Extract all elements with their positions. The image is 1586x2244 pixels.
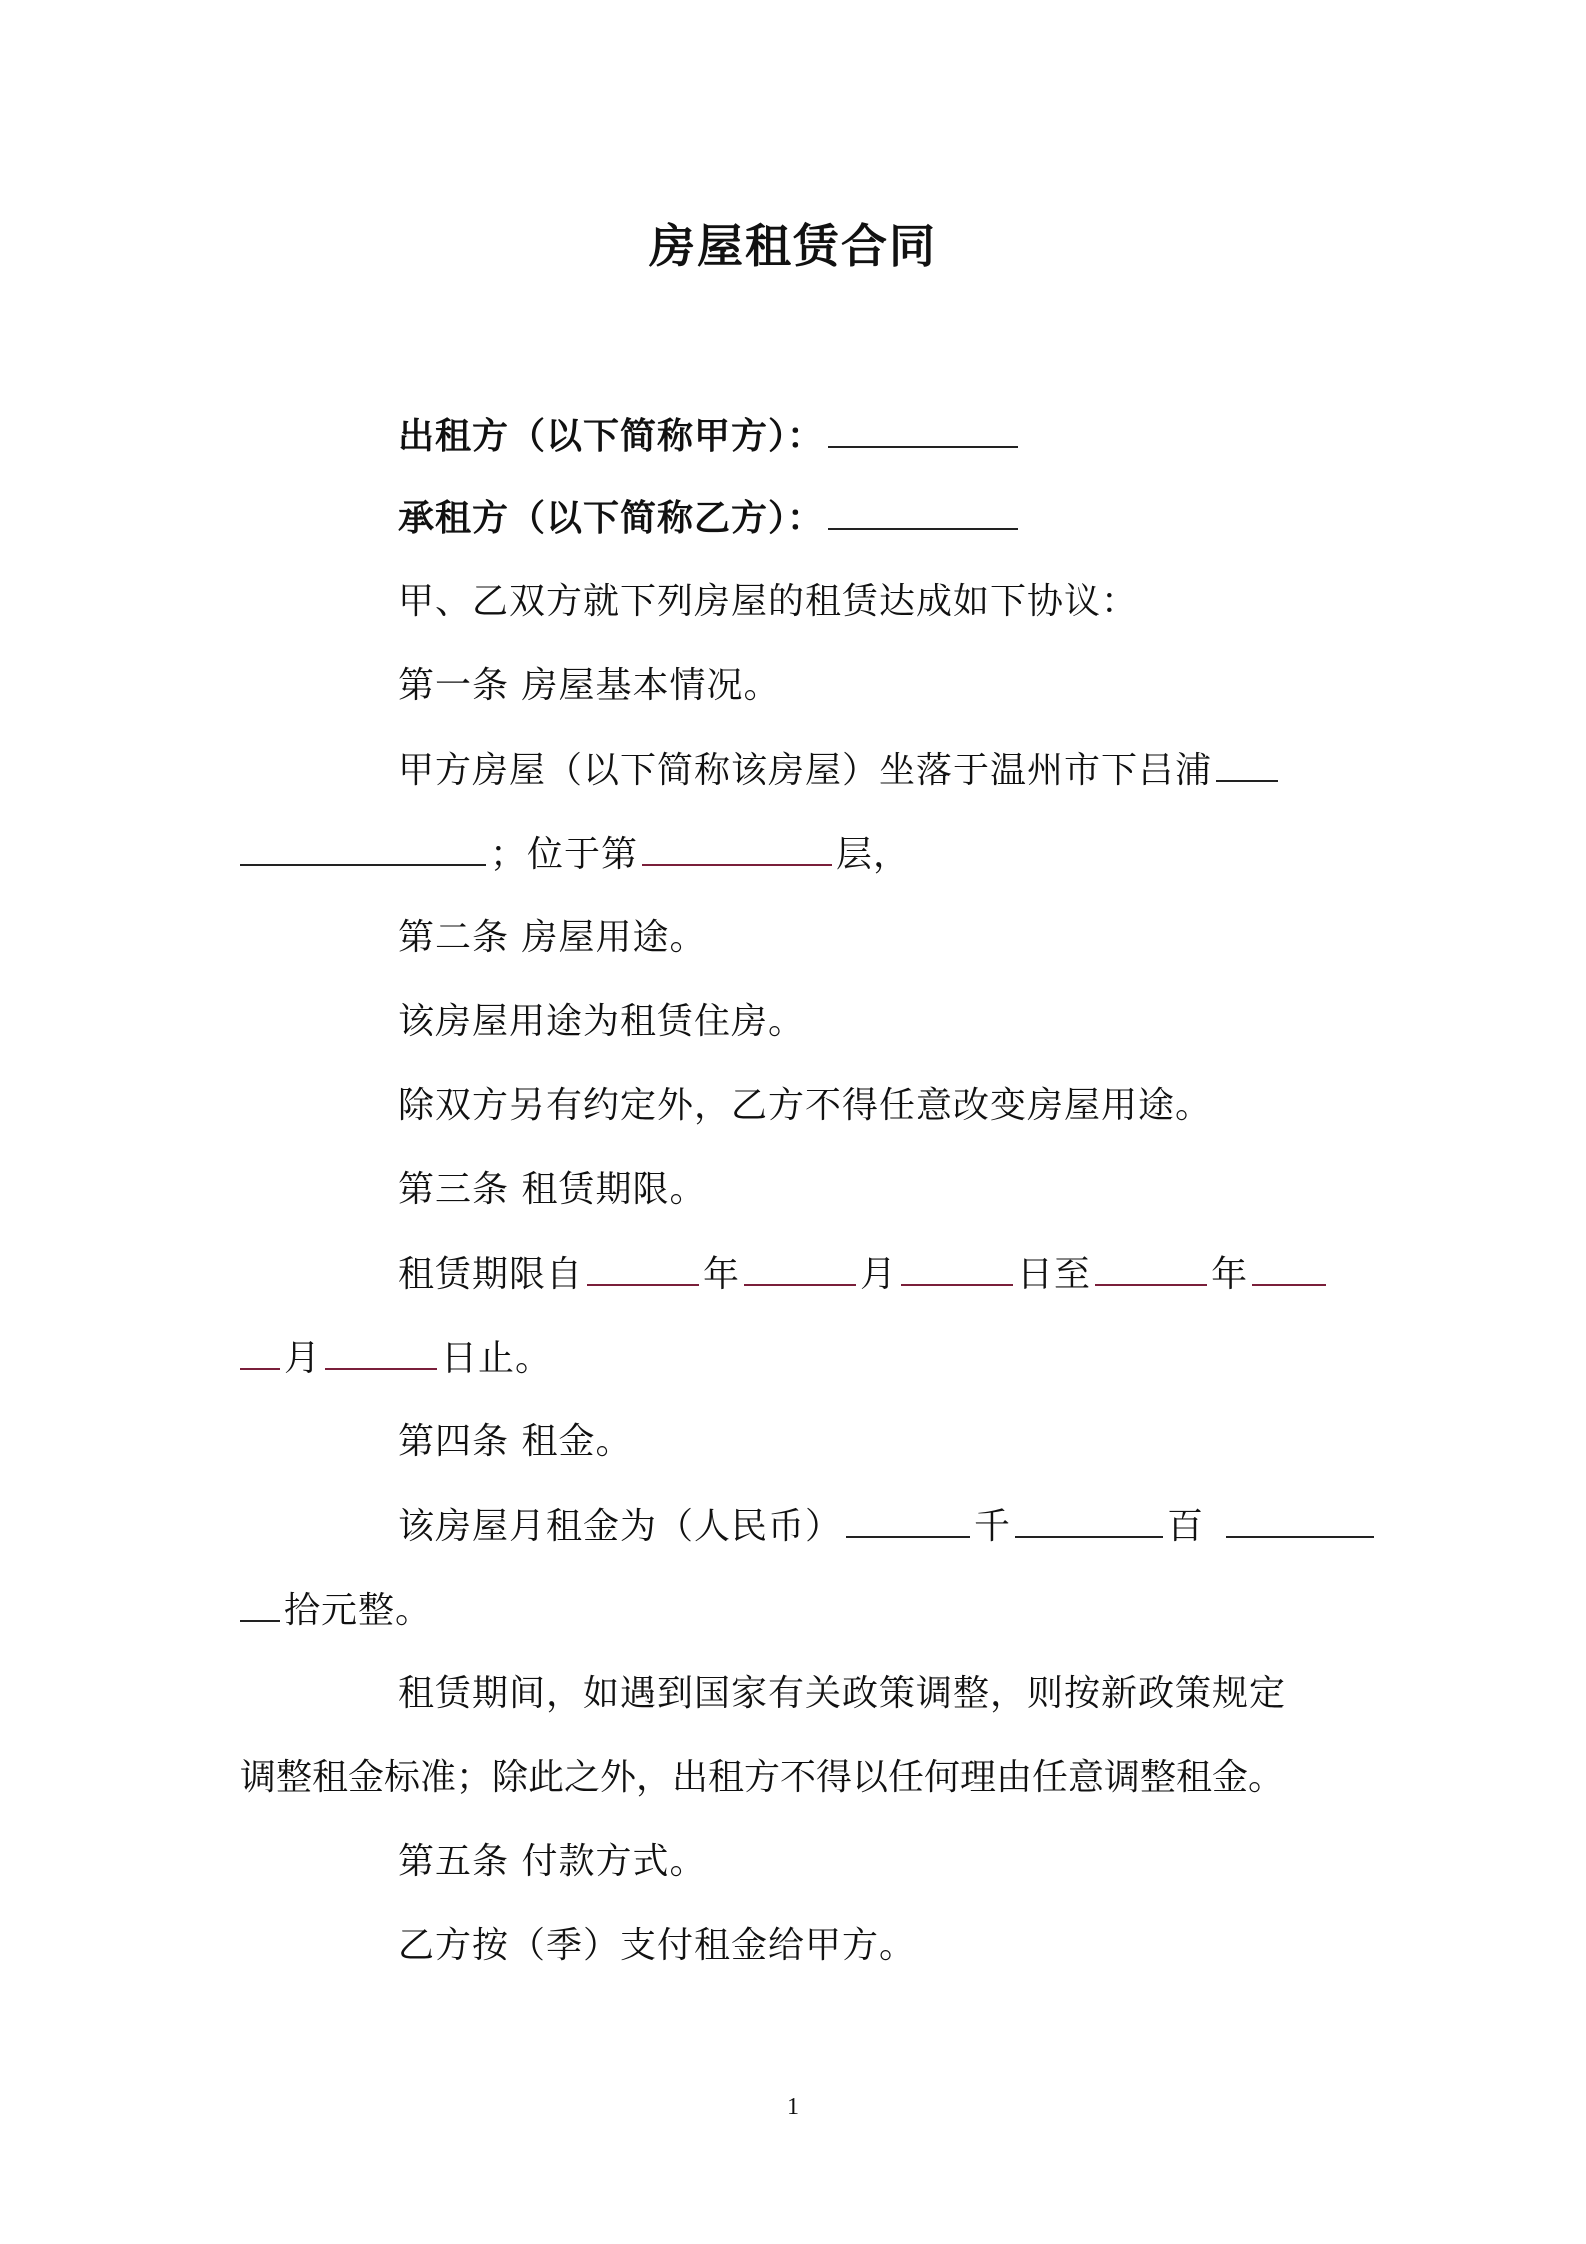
address-blank-b[interactable] (240, 830, 486, 866)
floor-prefix: ；位于第 (490, 834, 639, 875)
end-month-blank-a[interactable] (1252, 1250, 1326, 1286)
article1-line1 (398, 746, 1282, 795)
term-prefix: 租赁期限自 (398, 1254, 584, 1295)
lessor-line (398, 412, 1022, 461)
article2-p2: 除双方另有约定外，乙方不得任意改变房屋用途。 (398, 1085, 1213, 1126)
lessor-label: 出租方（以下简称甲方）： (398, 416, 825, 457)
start-year-blank[interactable] (587, 1250, 699, 1286)
article4-line2 (240, 1586, 432, 1635)
start-month-blank[interactable] (744, 1250, 856, 1286)
end-year-blank[interactable] (1095, 1250, 1207, 1286)
intro-text: 甲、乙双方就下列房屋的租赁达成如下协议： (398, 581, 1139, 622)
article1-line2 (240, 830, 910, 879)
page-number: 1 (787, 2094, 799, 2120)
article3-line2 (240, 1334, 552, 1383)
end-year-label: 年 (1211, 1254, 1249, 1295)
rent-thousands-blank[interactable] (846, 1502, 970, 1538)
article5-heading: 第五条 付款方式。 (398, 1841, 707, 1882)
article1-heading: 第一条 房屋基本情况。 (398, 665, 781, 706)
document-title: 房屋租赁合同 (649, 219, 937, 273)
year-label: 年 (703, 1254, 741, 1295)
floor-blank[interactable] (642, 830, 832, 866)
thousand-label: 千 (974, 1506, 1012, 1547)
lessee-blank[interactable] (828, 494, 1018, 530)
end-day-blank[interactable] (325, 1334, 437, 1370)
floor-suffix: 层， (836, 834, 911, 875)
lessor-blank[interactable] (828, 412, 1018, 448)
address-blank-a[interactable] (1216, 746, 1278, 782)
rent-tens-blank-b[interactable] (240, 1586, 280, 1622)
rent-suffix: 拾元整。 (284, 1590, 433, 1631)
article5-p1: 乙方按（季）支付租金给甲方。 (398, 1925, 917, 1966)
lessee-label: 承租方（以下简称乙方）： (398, 498, 825, 539)
lessee-line (398, 494, 1022, 543)
hundred-label: 百 (1167, 1506, 1205, 1547)
start-day-blank[interactable] (901, 1250, 1013, 1286)
article4-p2-line1: 租赁期间，如遇到国家有关政策调整，则按新政策规定 (398, 1673, 1287, 1714)
end-month-blank-b[interactable] (240, 1334, 280, 1370)
day-to-label: 日至 (1017, 1254, 1092, 1295)
article2-heading: 第二条 房屋用途。 (398, 917, 707, 958)
article4-line1 (398, 1502, 1378, 1551)
end-month-label: 月 (284, 1338, 322, 1379)
article2-p1: 该房屋用途为租赁住房。 (398, 1001, 806, 1042)
term-suffix: 日止。 (441, 1338, 553, 1379)
article4-heading: 第四条 租金。 (398, 1421, 633, 1462)
article1-location-text: 甲方房屋（以下简称该房屋）坐落于温州市下吕浦 (398, 750, 1213, 791)
rent-prefix: 该房屋月租金为（人民币） (398, 1506, 843, 1547)
rent-hundreds-blank[interactable] (1015, 1502, 1163, 1538)
rent-tens-blank-a[interactable] (1226, 1502, 1374, 1538)
article4-p2-line2: 调整租金标准；除此之外，出租方不得以任何理由任意调整租金。 (240, 1757, 1285, 1798)
article3-line1 (398, 1250, 1330, 1299)
article3-heading: 第三条 租赁期限。 (398, 1169, 707, 1210)
month-label: 月 (860, 1254, 898, 1295)
